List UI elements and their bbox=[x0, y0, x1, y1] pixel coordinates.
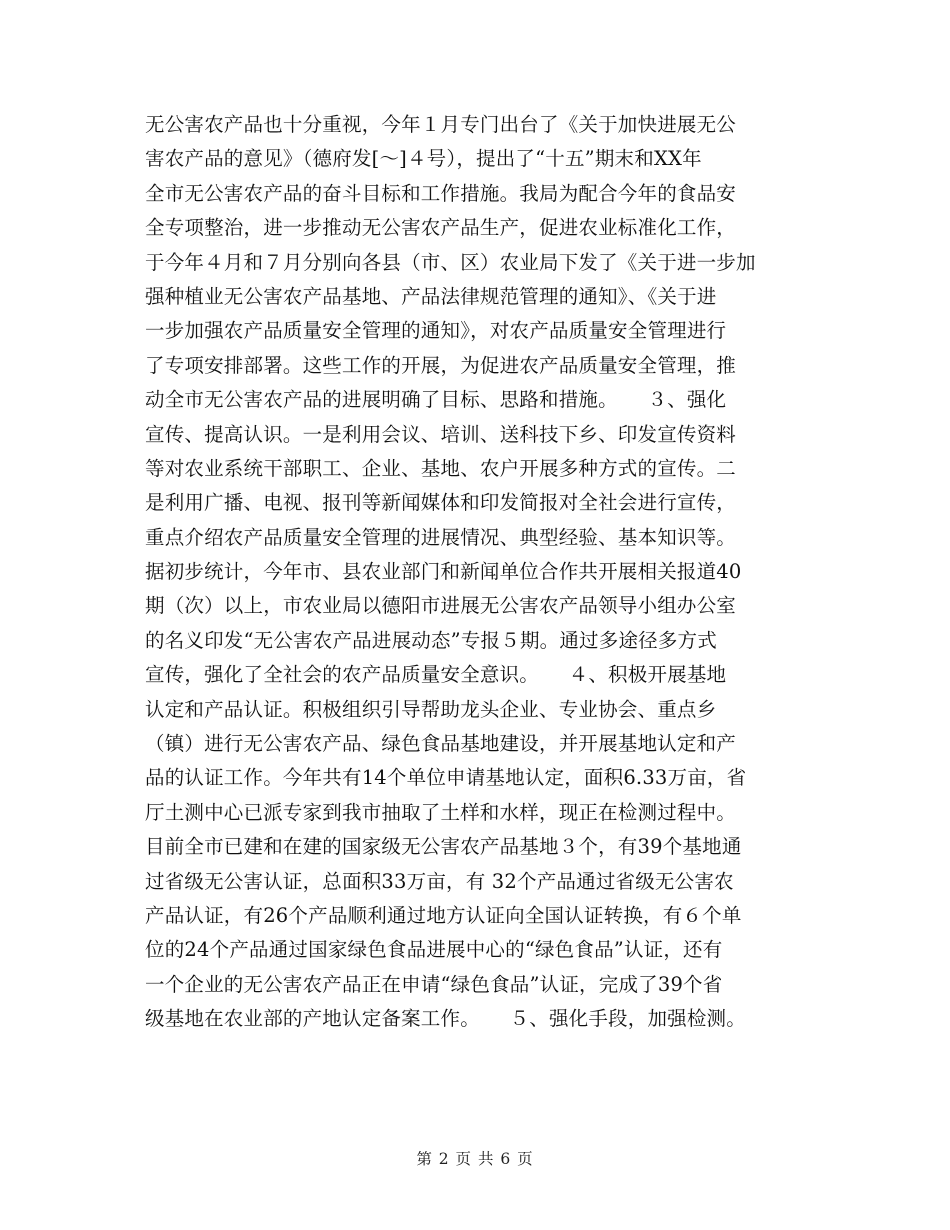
text-line: 一步加强农产品质量安全管理的通知》，对农产品质量安全管理进行 bbox=[145, 319, 727, 343]
text-line: 期（次）以上，市农业局以德阳市进展无公害农产品领导小组办公室 bbox=[145, 594, 737, 618]
text-line: 据初步统计，今年市、县农业部门和新闻单位合作共开展相关报道40 bbox=[145, 560, 742, 584]
text-line: 产品认证，有26个产品顺利通过地方认证向全国认证转换，有６个单 bbox=[145, 903, 742, 927]
text-line: 位的24个产品通过国家绿色食品进展中心的“绿色食品”认证，还有 bbox=[145, 938, 723, 962]
text-line: 等对农业系统干部职工、企业、基地、农户开展多种方式的宣传。二 bbox=[145, 456, 737, 480]
text-line: 宣传、提高认识。一是利用会议、培训、送科技下乡、印发宣传资料 bbox=[145, 422, 737, 446]
text-line: 认定和产品认证。积极组织引导帮助龙头企业、专业协会、重点乡 bbox=[145, 697, 717, 721]
text-line: 害农产品的意见》（德府发[～]４号），提出了“十五”期末和XX年 bbox=[145, 147, 702, 171]
text-line: （镇）进行无公害农产品、绿色食品基地建设，并开展基地认定和产 bbox=[145, 732, 737, 756]
text-line: 宣传，强化了全社会的农产品质量安全意识。 ４、积极开展基地 bbox=[145, 663, 727, 687]
text-line: 是利用广播、电视、报刊等新闻媒体和印发简报对全社会进行宣传， bbox=[145, 491, 737, 515]
text-line: 全专项整治，进一步推动无公害农产品生产，促进农业标准化工作， bbox=[145, 216, 737, 240]
text-line: 重点介绍农产品质量安全管理的进展情况、典型经验、基本知识等。 bbox=[145, 525, 737, 549]
text-line: 一个企业的无公害农产品正在申请“绿色食品”认证，完成了39个省 bbox=[145, 972, 723, 996]
text-line: 强种植业无公害农产品基地、产品法律规范管理的通知》、《关于进 bbox=[145, 284, 717, 308]
text-line: 过省级无公害认证，总面积33万亩，有 32个产品通过省级无公害农 bbox=[145, 869, 734, 893]
text-line: 了专项安排部署。这些工作的开展，为促进农产品质量安全管理，推 bbox=[145, 353, 737, 377]
text-line: 目前全市已建和在建的国家级无公害农产品基地３个，有39个基地通 bbox=[145, 835, 742, 859]
text-line: 于今年４月和７月分别向各县（市、区）农业局下发了《关于进一步加 bbox=[145, 250, 756, 274]
text-line: 全市无公害农产品的奋斗目标和工作措施。我局为配合今年的食品安 bbox=[145, 181, 737, 205]
text-line: 级基地在农业部的产地认定备案工作。 ５、强化手段，加强检测。 bbox=[145, 1007, 746, 1031]
body-text bbox=[145, 108, 815, 1037]
text-line: 品的认证工作。今年共有14个单位申请基地认定，面积6.33万亩，省 bbox=[145, 766, 747, 790]
text-line: 无公害农产品也十分重视，今年１月专门出台了《关于加快进展无公 bbox=[145, 113, 737, 136]
text-line: 的名义印发“无公害农产品进展动态”专报５期。通过多途径多方式 bbox=[145, 628, 717, 652]
text-line: 动全市无公害农产品的进展明确了目标、思路和措施。 ３、强化 bbox=[145, 388, 727, 412]
page-footer: 第 2 页 共 6 页 bbox=[416, 1150, 534, 1168]
text-line: 厅土测中心已派专家到我市抽取了土样和水样，现正在检测过程中。 bbox=[145, 800, 737, 824]
